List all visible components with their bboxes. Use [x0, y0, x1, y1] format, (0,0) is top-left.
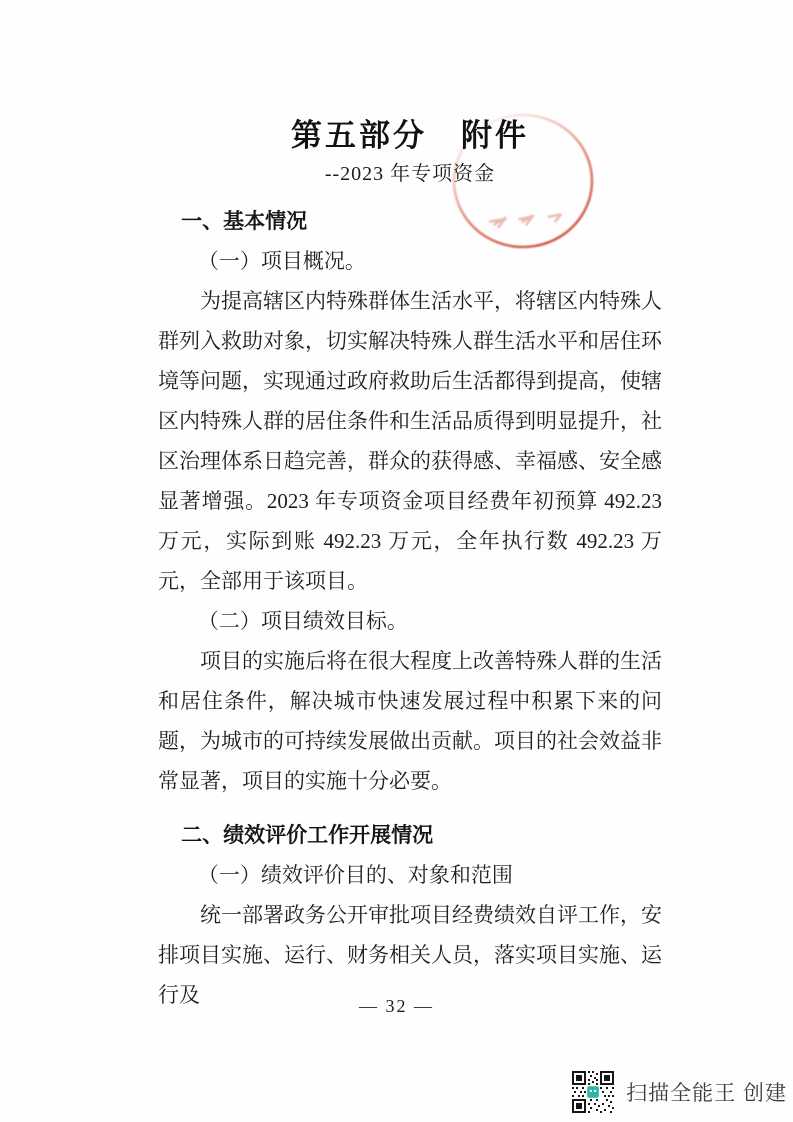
subsection-heading-evaluation-scope: （一）绩效评价目的、对象和范围: [197, 863, 513, 887]
subsection-heading-project-overview: （一）项目概况。: [197, 249, 366, 273]
subsection-heading-performance-goals: （二）项目绩效目标。: [197, 609, 408, 633]
section-heading-evaluation-work: 二、绩效评价工作开展情况: [181, 823, 434, 847]
page-subtitle: --2023 年专项资金: [324, 163, 496, 185]
paragraph-performance-goals: 项目的实施后将在很大程度上改善特殊人群的生活和居住条件，解决城市快速发展过程中积累下来的问题，为城市的可持续发展做出贡献。项目的社会效益非常显著，项目的实施十分必要。: [158, 649, 662, 793]
watermark-label: 扫描全能王 创建: [626, 1082, 787, 1105]
document-body: [158, 115, 662, 1015]
scanner-watermark: [572, 1070, 787, 1114]
qr-code-icon: [572, 1070, 614, 1114]
page-number: — 32 —: [359, 996, 434, 1016]
paragraph-evaluation-deployment: 统一部署政务公开审批项目经费绩效自评工作，安排项目实施、运行、财务相关人员，落实项目实施、运行及: [158, 903, 662, 1007]
section-heading-basic-info: 一、基本情况: [181, 209, 308, 233]
paragraph-project-overview: 为提高辖区内特殊群体生活水平，将辖区内特殊人群列入救助对象，切实解决特殊人群生活水平和居住环境等问题，实现通过政府救助后生活都得到提高，使辖区内特殊人群的居住条件和生活品质得到明显提升，社区治理体系日趋完善，群众的获得感、幸福感、安全感显著增强。2023 年专项资金项目经费年初预算 492.23 万元，实际到账 492.23 万元，全年执行数 492.23 万元，全部用于该项目。: [158, 289, 662, 593]
page-title: 第五部分 附件: [291, 118, 529, 153]
